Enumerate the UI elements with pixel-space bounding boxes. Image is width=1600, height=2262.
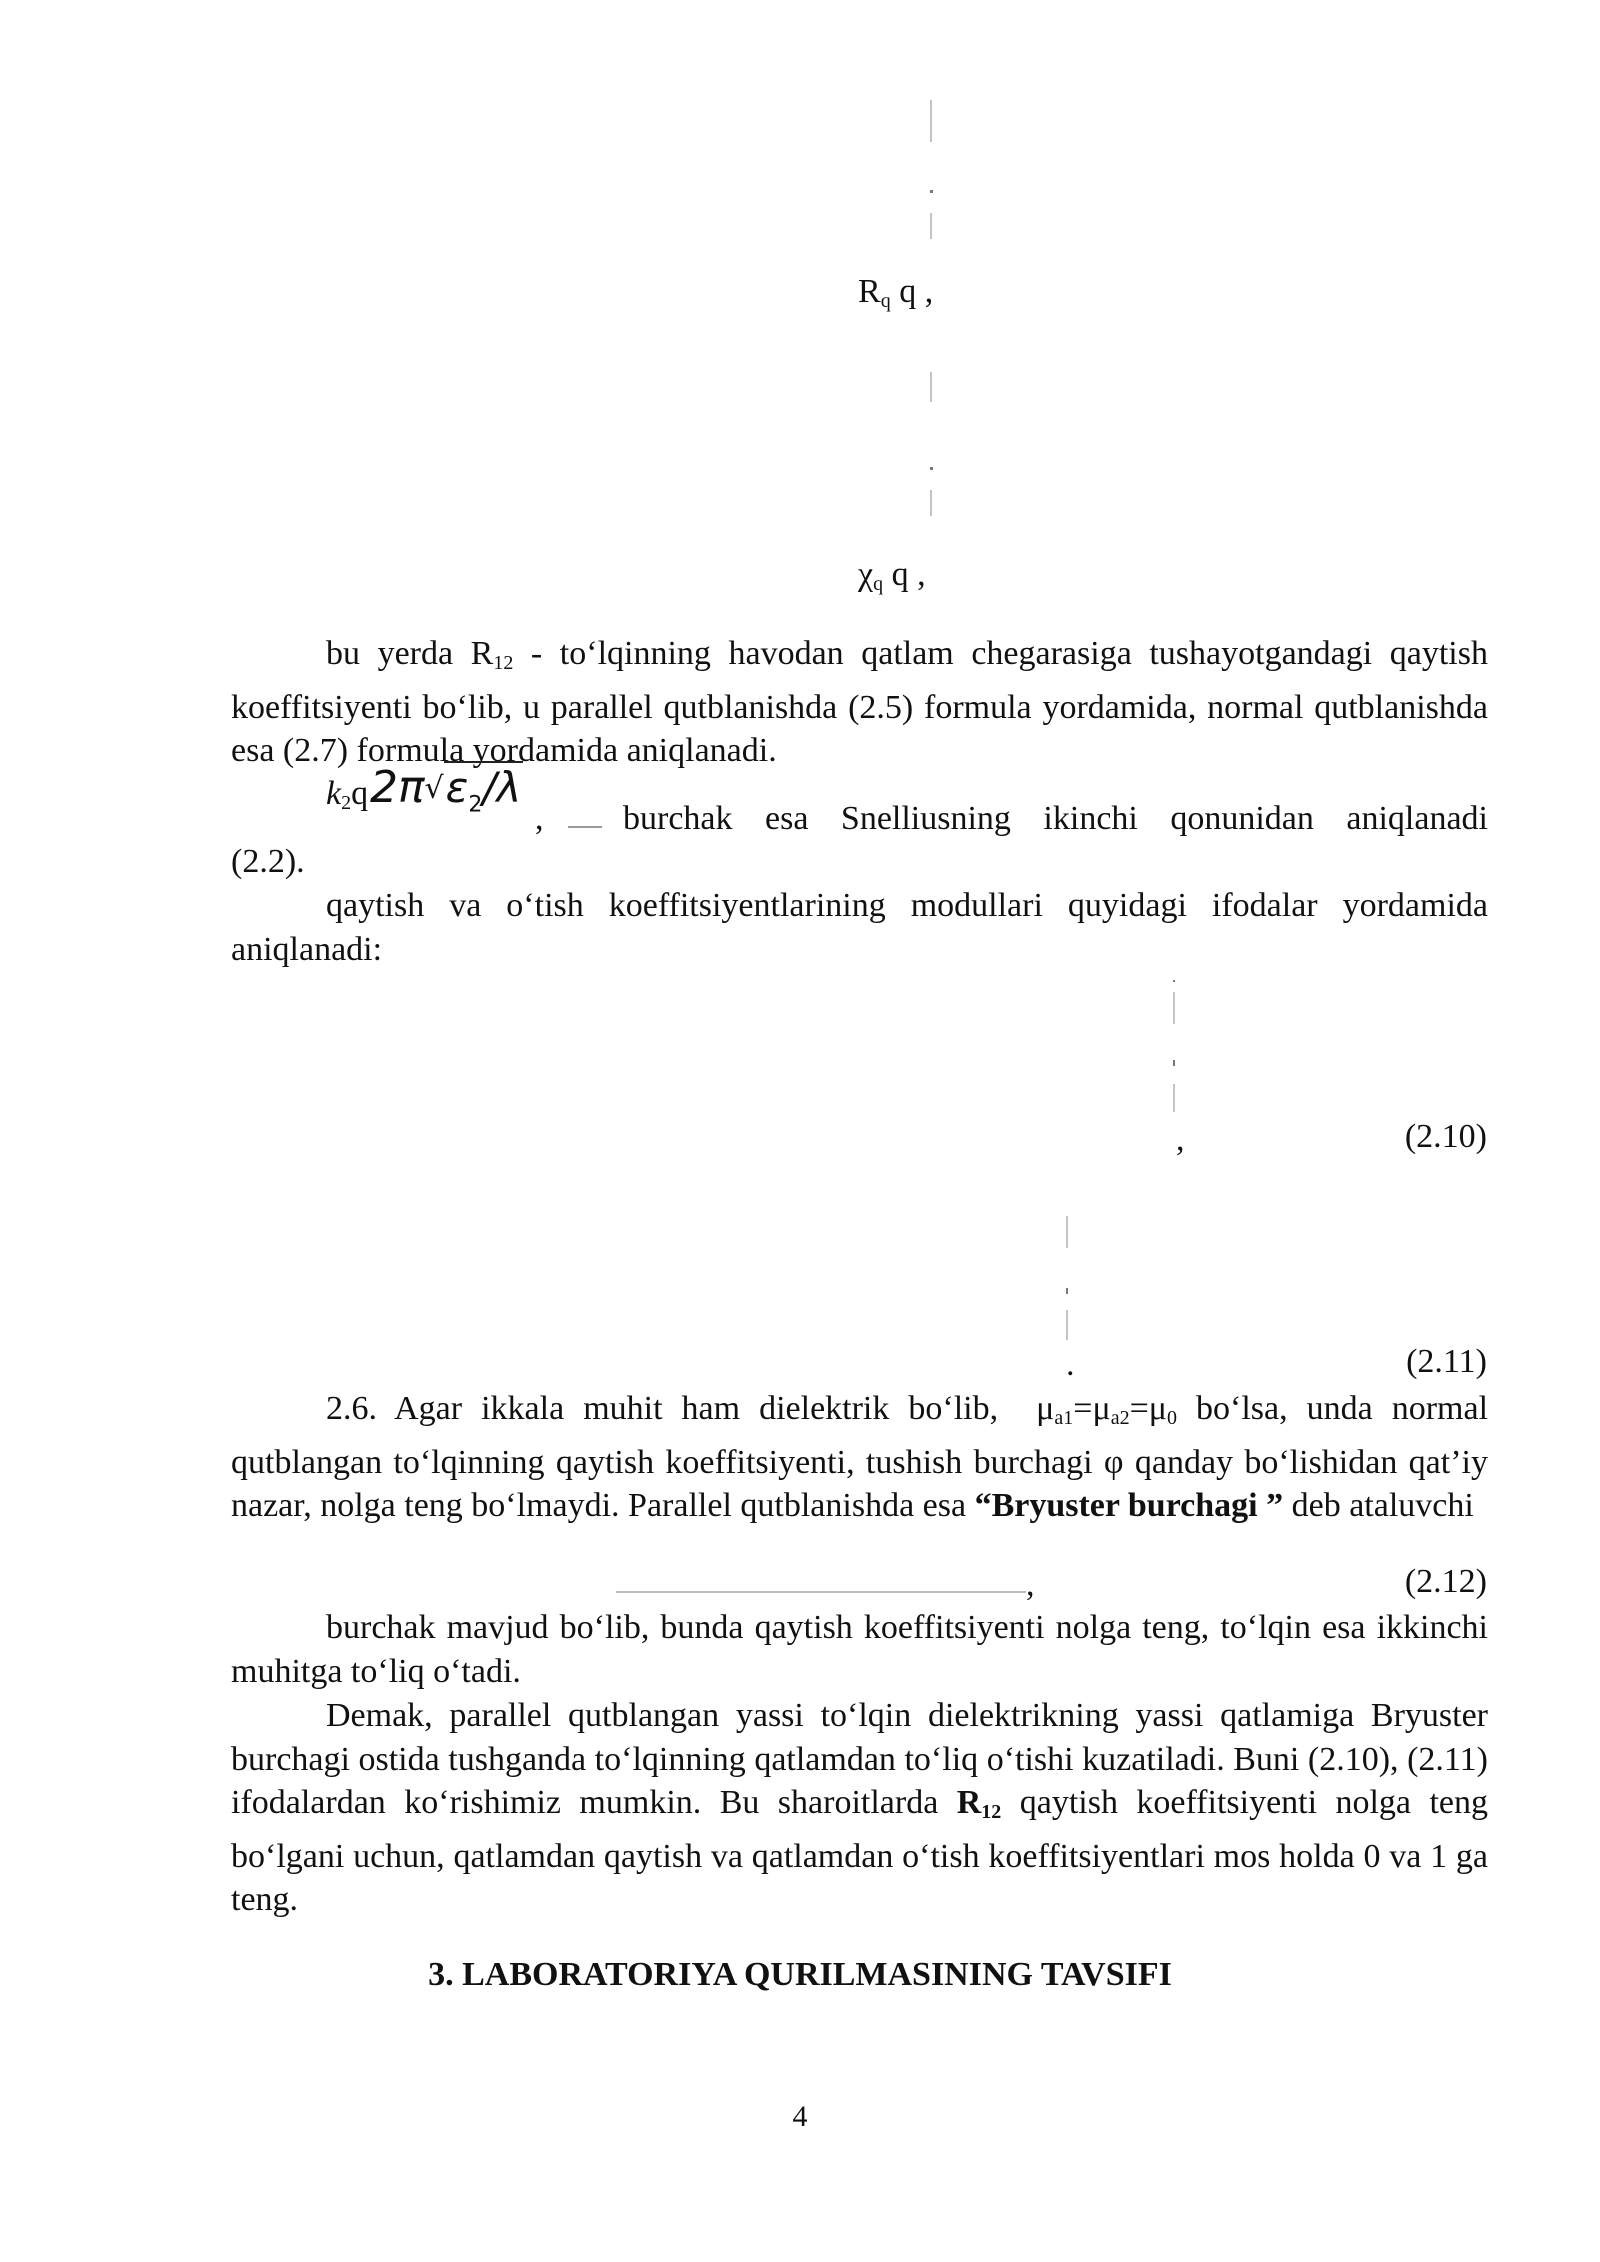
formula-chi: $\chi_q$ q , xyxy=(858,556,926,595)
k2-comma: , xyxy=(535,800,544,837)
equation-number-2-12: (2.12) xyxy=(1404,1563,1487,1600)
equation-number-2-11: (2.11) xyxy=(1406,1343,1487,1380)
formula-bar xyxy=(930,213,932,239)
paragraph-dielectric: 2.6. Agar ikkala muhit ham dielektrik bo‘lib, $\mu_{a1}=\mu_{a2}=\mu_0$ bo‘lsa, unda normal qutblangan to‘lqinning qaytish koeffitsiyenti, tushish burchagi φ qanday bo‘lishidan qat’iy nazar, nolga teng bo‘lmaydi. Parallel qutblanishda esa “Bryuster burchagi ” deb ataluvchi xyxy=(231,1390,1489,1524)
equation-number-2-10: (2.10) xyxy=(1404,1118,1487,1155)
formula-bar xyxy=(930,100,932,142)
eq-2-10-comma: , xyxy=(1176,1121,1185,1158)
formula-dot xyxy=(1173,1060,1175,1066)
formula-dot xyxy=(1066,1288,1068,1294)
formula-bar xyxy=(1066,1216,1068,1248)
formula-bar xyxy=(1066,1310,1068,1340)
k2-line-fragment xyxy=(568,826,602,828)
formula-r: $R_q$ q , xyxy=(858,273,934,312)
formula-bar xyxy=(930,372,932,402)
eq-2-12-comma: , xyxy=(1026,1566,1035,1603)
formula-bar xyxy=(930,490,932,516)
snellius-text: burchak esa Snelliusning ikinchi qonunidan aniqlanadi xyxy=(623,800,1488,837)
paragraph-moduli: qaytish va o‘tish koeffitsiyentlarining modullari quyidagi ifodalar yordamida aniqlanadi: xyxy=(231,887,1488,968)
formula-dot xyxy=(930,190,933,193)
paragraph-definition-r12: bu yerda $R_{12}$ - to‘lqinning havodan qatlam chegarasiga tushayotgandagi qaytish koeffitsiyenti bo‘lib, u parallel qutblanishda (2.5) formula yordamida, normal qutblanishda esa (2.7) formula yordamida aniqlanadi. xyxy=(231,635,1488,769)
eq-2-11-dot: . xyxy=(1066,1346,1075,1383)
paragraph-brewster-angle: burchak mavjud bo‘lib, bunda qaytish koeffitsiyenti nolga teng, to‘lqin esa ikkinchi muhitga to‘liq o‘tadi. xyxy=(231,1609,1488,1690)
formula-fragment xyxy=(616,1591,1026,1593)
formula-bar xyxy=(1173,992,1175,1024)
paragraph-conclusion: Demak, parallel qutblangan yassi to‘lqin dielektrikning yassi qatlamiga Bryuster burchagi ostida tushganda to‘lqinning qatlamdan to‘liq o‘tishi kuzatiladi. Buni (2.10), (2.11) ifodalardan ko‘rishimiz mumkin. Bu sharoitlarda $R_{12}$ qaytish koeffitsiyenti nolga teng bo‘lgani uchun, qatlamdan qaytish va qatlamdan o‘tish koeffitsiyentlari mos holda 0 va 1 ga teng. xyxy=(231,1697,1488,1918)
snellius-text-cont: (2.2). xyxy=(231,843,305,880)
formula-dot xyxy=(1173,980,1175,982)
page-number: 4 xyxy=(792,2100,808,2133)
k2-formula: $k_2q$ xyxy=(326,775,369,814)
k2-expression: $2\pi√\varepsilon_2/\lambda$ xyxy=(370,762,522,818)
formula-dot xyxy=(930,467,933,470)
section-heading: 3. LABORATORIYA QURILMASINING TAVSIFI xyxy=(428,1956,1172,1993)
formula-bar xyxy=(1173,1084,1175,1112)
